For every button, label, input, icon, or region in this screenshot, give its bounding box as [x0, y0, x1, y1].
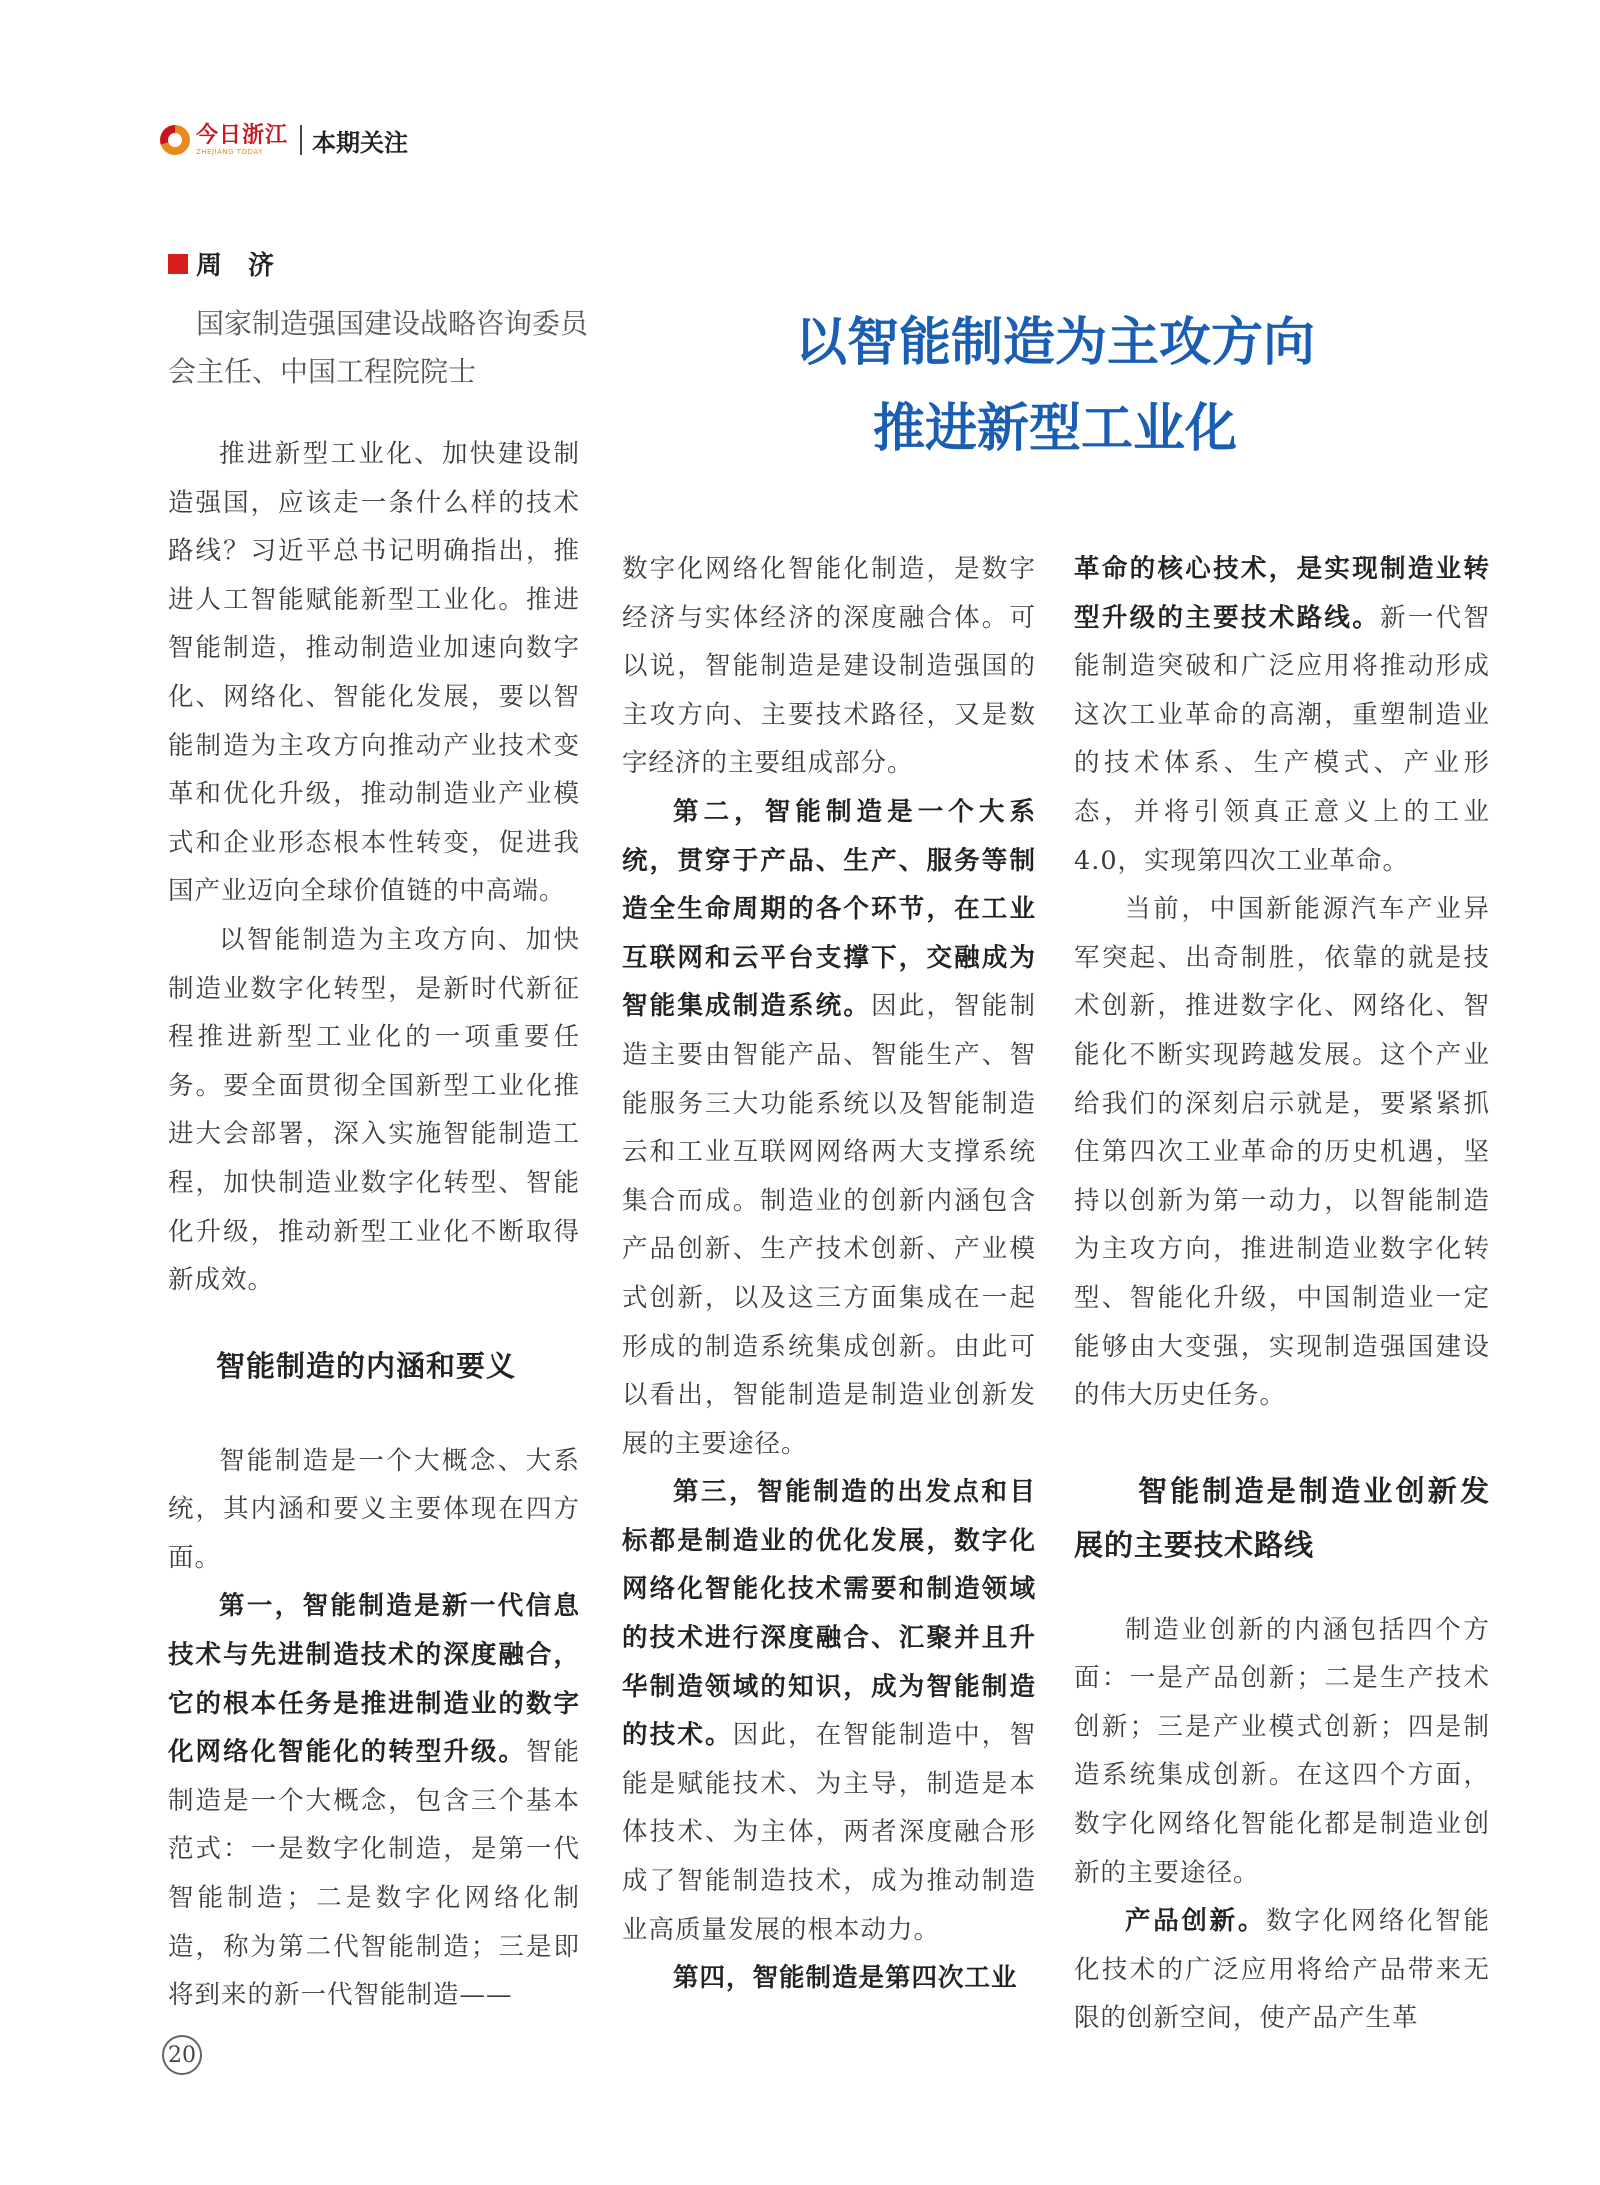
title-line-2: 推进新型工业化 [872, 398, 1237, 459]
logo-english-text: ZHEJIANG TODAY [196, 147, 263, 156]
paragraph [622, 788, 1036, 1468]
header-divider [300, 125, 302, 155]
logo-swirl-icon [160, 125, 190, 155]
magazine-logo [160, 122, 289, 156]
section-heading-1: 智能制造的内涵和要义 [216, 1348, 517, 1383]
column-2 [622, 545, 1036, 2003]
body-text: 新一代智能制造突破和广泛应用将推动形成这次工业革命的高潮，重塑制造业的技术体系、生产模式、产业形态，并将引领真正意义上的工业4.0，实现第四次工业革命。 [1074, 602, 1490, 876]
paragraph: 智能制造是一个大概念、大系统，其内涵和要义主要体现在四方面。 [168, 1445, 580, 1573]
bold-text: 第四，智能制造是第四次工业 [673, 1963, 1018, 1994]
section-name: 本期关注 [312, 128, 409, 157]
column-3 [1074, 545, 1490, 2043]
title-line-1: 以智能制造为主攻方向 [794, 312, 1315, 373]
body-text: 因此，智能制造主要由智能产品、智能生产、智能服务三大功能系统以及智能制造云和工业互联网网络两大支撑系统集合而成。制造业的创新内涵包含产品创新、生产技术创新、产业模式创新，以及这三方面集成在一起形成的制造系统集成创新。由此可以看出，智能制造是制造业创新发展的主要途径。 [622, 991, 1036, 1459]
page-header [160, 118, 408, 162]
paragraph: 以智能制造为主攻方向、加快制造业数字化转型，是新时代新征程推进新型工业化的一项重要任务。要全面贯彻全国新型工业化推进大会部署，深入实施智能制造工程，加快制造业数字化转型、智能化升级，推动新型工业化不断取得新成效。 [168, 924, 580, 1296]
paragraph [168, 1582, 580, 2019]
bold-text: 第一，智能制造是新一代信息技术与先进制造技术的深度融合，它的根本任务是推进制造业的数字化网络化智能化的转型升级。 [168, 1591, 580, 1768]
bold-text: 第三，智能制造的出发点和目标都是制造业的优化发展，数字化网络化智能化技术需要和制造领域的技术进行深度融合、汇聚并且升华制造领域的知识，成为智能制造的技术。 [622, 1477, 1036, 1751]
red-square-icon [168, 254, 188, 274]
paragraph: 当前，中国新能源汽车产业异军突起、出奇制胜，依靠的就是技术创新，推进数字化、网络化、智能化不断实现跨越发展。这个产业给我们的深刻启示就是，要紧紧抓住第四次工业革命的历史机遇，坚持以创新为第一动力，以智能制造为主攻方向，推进制造业数字化转型、智能化升级，中国制造业一定能够由大变强，实现制造强国建设的伟大历史任务。 [1074, 894, 1490, 1411]
author-title: 国家制造强国建设战略咨询委员会主任、中国工程院院士 [168, 307, 589, 388]
article-title [650, 300, 1460, 472]
paragraph: 推进新型工业化、加快建设制造强国，应该走一条什么样的技术路线？习近平总书记明确指出，推进人工智能赋能新型工业化。推进智能制造，推动制造业加速向数字化、网络化、智能化发展，要以智能制造为主攻方向推动产业技术变革和优化升级，推动制造业产业模式和企业形态根本性转变，促进我国产业迈向全球价值链的中高端。 [168, 439, 580, 907]
body-text: 智能制造是一个大概念，包含三个基本范式：一是数字化制造，是第一代智能制造；二是数字化网络化制造，称为第二代智能制造；三是即将到来的新一代智能制造—— [168, 1737, 580, 2011]
author-box [168, 245, 588, 396]
body-text: 数字化网络化智能化技术的广泛应用将给产品带来无限的创新空间，使产品产生革 [1074, 1906, 1490, 2034]
paragraph [1074, 1897, 1490, 2043]
bold-text: 产品创新。 [1125, 1906, 1267, 1937]
paragraph: 制造业创新的内涵包括四个方面：一是产品创新；二是生产技术创新；三是产业模式创新；四是制造系统集成创新。在这四个方面，数字化网络化智能化都是制造业创新的主要途径。 [1074, 1614, 1490, 1888]
page-number: 20 [162, 2035, 202, 2075]
bold-text: 第二，智能制造是一个大系统，贯穿于产品、生产、服务等制造全生命周期的各个环节，在工业互联网和云平台支撑下，交融成为智能集成制造系统。 [622, 796, 1036, 1022]
author-name: 周 济 [196, 251, 275, 281]
paragraph [622, 1468, 1036, 1954]
body-text: 因此，在智能制造中，智能是赋能技术、为主导，制造是本体技术、为主体，两者深度融合形成了智能制造技术，成为推动制造业高质量发展的根本动力。 [622, 1720, 1036, 1945]
column-1 [168, 430, 580, 2020]
section-heading-2: 智能制造是制造业创新发展的主要技术路线 [1074, 1473, 1490, 1562]
logo-chinese-text: 今日浙江 [196, 122, 289, 148]
paragraph: 数字化网络化智能化制造，是数字经济与实体经济的深度融合体。可以说，智能制造是建设制造强国的主攻方向、主要技术路径，又是数字经济的主要组成部分。 [622, 554, 1036, 779]
paragraph [1074, 545, 1490, 885]
paragraph [622, 1954, 1036, 2003]
bold-text: 革命的核心技术，是实现制造业转型升级的主要技术路线。 [1074, 554, 1490, 633]
